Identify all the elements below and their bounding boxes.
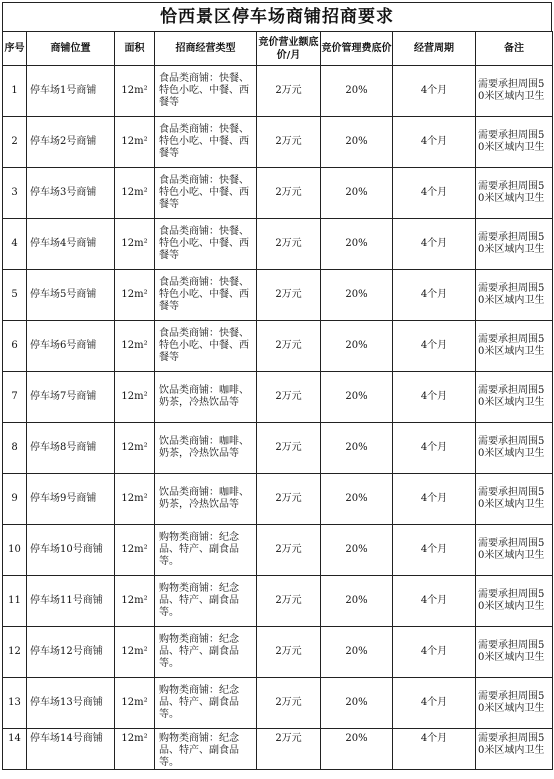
row-note <box>476 576 553 627</box>
row-min-revenue <box>257 729 321 770</box>
row-location-text: 停车场12号商铺 <box>30 646 103 657</box>
table-row <box>3 66 553 117</box>
row-period <box>393 729 476 770</box>
row-min-fee-text: 20% <box>345 136 368 147</box>
row-location-text: 停车场7号商铺 <box>30 391 97 402</box>
table-row <box>3 270 553 321</box>
row-index <box>3 117 27 168</box>
row-period <box>393 321 476 372</box>
row-min-fee-text: 20% <box>345 187 368 198</box>
row-period-text: 4个月 <box>420 442 448 453</box>
row-index <box>3 66 27 117</box>
table-row <box>3 372 553 423</box>
row-index <box>3 576 27 627</box>
row-note <box>476 627 553 678</box>
row-type <box>155 729 257 770</box>
row-note-text: 需要承担周围50米区域内卫生 <box>478 385 545 408</box>
row-min-revenue-text: 2万元 <box>275 544 302 555</box>
row-area <box>115 525 155 576</box>
row-period <box>393 372 476 423</box>
row-min-revenue <box>257 168 321 219</box>
table-row <box>3 576 553 627</box>
row-location <box>27 525 115 576</box>
row-min-revenue <box>257 66 321 117</box>
row-index-text: 11 <box>8 595 21 606</box>
row-location <box>27 627 115 678</box>
row-type-text: 购物类商铺：纪念品、特产、副食品等。 <box>159 583 239 618</box>
row-location-text: 停车场3号商铺 <box>30 187 97 198</box>
row-min-fee-text: 20% <box>345 646 368 657</box>
row-type <box>155 270 257 321</box>
row-area <box>115 117 155 168</box>
row-period-text: 4个月 <box>420 289 448 300</box>
row-period-text: 4个月 <box>420 544 448 555</box>
row-note <box>476 270 553 321</box>
row-min-revenue-text: 2万元 <box>275 493 302 504</box>
row-location <box>27 219 115 270</box>
row-note <box>476 372 553 423</box>
row-min-revenue <box>257 270 321 321</box>
row-type <box>155 372 257 423</box>
row-location-text: 停车场4号商铺 <box>30 238 97 249</box>
row-location <box>27 729 115 770</box>
table-row <box>3 474 553 525</box>
row-index-text: 6 <box>11 340 18 351</box>
row-type <box>155 576 257 627</box>
row-period <box>393 627 476 678</box>
row-min-fee-text: 20% <box>345 544 368 555</box>
row-area-text: 12m² <box>121 289 148 300</box>
row-index-text: 14 <box>8 733 21 744</box>
row-min-fee-text: 20% <box>345 289 368 300</box>
row-type-text: 食品类商铺：快餐、特色小吃、中餐、西餐等 <box>159 328 249 363</box>
row-location <box>27 270 115 321</box>
table-row <box>3 321 553 372</box>
row-index <box>3 321 27 372</box>
header-type: 招商经营类型 <box>155 32 257 66</box>
row-index <box>3 423 27 474</box>
row-period-text: 4个月 <box>420 85 448 96</box>
row-min-revenue <box>257 678 321 729</box>
row-note <box>476 678 553 729</box>
row-min-revenue-text: 2万元 <box>275 595 302 606</box>
row-type <box>155 474 257 525</box>
row-note <box>476 423 553 474</box>
header-area: 面积 <box>115 32 155 66</box>
row-location <box>27 321 115 372</box>
row-period <box>393 219 476 270</box>
header-min-revenue: 竞价营业额底价/月 <box>257 32 321 66</box>
row-location-text: 停车场14号商铺 <box>30 733 103 744</box>
row-index <box>3 678 27 729</box>
row-index <box>3 627 27 678</box>
row-period-text: 4个月 <box>420 733 448 744</box>
row-location-text: 停车场10号商铺 <box>30 544 103 555</box>
row-period-text: 4个月 <box>420 340 448 351</box>
row-index <box>3 525 27 576</box>
row-period-text: 4个月 <box>420 238 448 249</box>
table-row <box>3 423 553 474</box>
row-min-fee-text: 20% <box>345 391 368 402</box>
row-min-fee <box>321 372 393 423</box>
row-location-text: 停车场2号商铺 <box>30 136 97 147</box>
row-note-text: 需要承担周围50米区域内卫生 <box>478 640 545 663</box>
row-min-revenue <box>257 525 321 576</box>
row-min-fee <box>321 423 393 474</box>
row-min-fee <box>321 678 393 729</box>
row-min-fee <box>321 321 393 372</box>
table-row <box>3 678 553 729</box>
row-location <box>27 474 115 525</box>
row-period <box>393 474 476 525</box>
row-min-revenue <box>257 372 321 423</box>
row-period <box>393 117 476 168</box>
row-min-revenue-text: 2万元 <box>275 340 302 351</box>
row-area-text: 12m² <box>121 733 148 744</box>
row-location-text: 停车场9号商铺 <box>30 493 97 504</box>
row-location-text: 停车场1号商铺 <box>30 85 97 96</box>
row-min-revenue <box>257 627 321 678</box>
row-min-revenue-text: 2万元 <box>275 289 302 300</box>
row-type-text: 购物类商铺：纪念品、特产、副食品等。 <box>159 733 239 768</box>
row-note <box>476 525 553 576</box>
row-area <box>115 219 155 270</box>
row-area-text: 12m² <box>121 646 148 657</box>
table-row <box>3 117 553 168</box>
row-period <box>393 678 476 729</box>
row-area-text: 12m² <box>121 85 148 96</box>
row-area-text: 12m² <box>121 595 148 606</box>
row-index-text: 4 <box>11 238 18 249</box>
row-min-revenue <box>257 576 321 627</box>
row-type <box>155 678 257 729</box>
row-area <box>115 321 155 372</box>
row-area-text: 12m² <box>121 697 148 708</box>
row-area-text: 12m² <box>121 391 148 402</box>
table-row <box>3 219 553 270</box>
row-area <box>115 576 155 627</box>
row-min-fee <box>321 270 393 321</box>
row-min-fee <box>321 474 393 525</box>
row-period-text: 4个月 <box>420 493 448 504</box>
row-type <box>155 627 257 678</box>
row-min-fee <box>321 627 393 678</box>
row-min-fee-text: 20% <box>345 85 368 96</box>
row-min-revenue-text: 2万元 <box>275 136 302 147</box>
row-area-text: 12m² <box>121 136 148 147</box>
row-min-revenue <box>257 321 321 372</box>
row-period-text: 4个月 <box>420 595 448 606</box>
row-index-text: 1 <box>11 85 18 96</box>
row-location <box>27 576 115 627</box>
row-note-text: 需要承担周围50米区域内卫生 <box>478 232 545 255</box>
row-note-text: 需要承担周围50米区域内卫生 <box>478 436 545 459</box>
row-note <box>476 168 553 219</box>
row-min-revenue-text: 2万元 <box>275 442 302 453</box>
row-period <box>393 423 476 474</box>
row-area-text: 12m² <box>121 187 148 198</box>
row-type <box>155 525 257 576</box>
table-row <box>3 729 553 770</box>
row-location <box>27 678 115 729</box>
row-min-fee-text: 20% <box>345 595 368 606</box>
row-min-fee <box>321 729 393 770</box>
header-location: 商铺位置 <box>27 32 115 66</box>
header-index: 序号 <box>3 32 27 66</box>
row-period-text: 4个月 <box>420 697 448 708</box>
row-type <box>155 321 257 372</box>
row-index-text: 10 <box>8 544 21 555</box>
row-area <box>115 423 155 474</box>
row-type-text: 购物类商铺：纪念品、特产、副食品等。 <box>159 532 239 567</box>
row-index <box>3 474 27 525</box>
row-min-revenue <box>257 219 321 270</box>
row-min-fee-text: 20% <box>345 697 368 708</box>
row-index <box>3 372 27 423</box>
table-header-row <box>3 32 553 66</box>
row-note <box>476 474 553 525</box>
row-index-text: 7 <box>11 391 18 402</box>
row-type-text: 食品类商铺：快餐、特色小吃、中餐、西餐等 <box>159 73 249 108</box>
row-index <box>3 219 27 270</box>
row-note-text: 需要承担周围50米区域内卫生 <box>478 283 545 306</box>
row-index <box>3 168 27 219</box>
row-min-revenue-text: 2万元 <box>275 697 302 708</box>
row-min-revenue-text: 2万元 <box>275 391 302 402</box>
row-type-text: 饮品类商铺：咖啡、奶茶，冷热饮品等 <box>159 436 249 459</box>
row-area <box>115 372 155 423</box>
row-min-revenue-text: 2万元 <box>275 238 302 249</box>
row-min-revenue-text: 2万元 <box>275 187 302 198</box>
row-min-fee <box>321 576 393 627</box>
row-location <box>27 117 115 168</box>
row-min-fee-text: 20% <box>345 733 368 744</box>
row-min-fee-text: 20% <box>345 442 368 453</box>
row-note <box>476 729 553 770</box>
row-note <box>476 219 553 270</box>
row-area-text: 12m² <box>121 544 148 555</box>
header-note: 备注 <box>476 32 553 66</box>
row-min-fee-text: 20% <box>345 493 368 504</box>
shop-requirements-table <box>2 31 553 770</box>
row-period <box>393 168 476 219</box>
document-title: 恰西景区停车场商铺招商要求 <box>2 2 552 31</box>
row-min-revenue-text: 2万元 <box>275 85 302 96</box>
row-min-fee-text: 20% <box>345 238 368 249</box>
header-period: 经营周期 <box>393 32 476 66</box>
row-note-text: 需要承担周围50米区域内卫生 <box>478 589 545 612</box>
row-area-text: 12m² <box>121 442 148 453</box>
row-area <box>115 678 155 729</box>
row-location <box>27 168 115 219</box>
table-row <box>3 525 553 576</box>
row-area <box>115 66 155 117</box>
row-location-text: 停车场13号商铺 <box>30 697 103 708</box>
row-index-text: 2 <box>11 136 18 147</box>
row-area <box>115 168 155 219</box>
row-note-text: 需要承担周围50米区域内卫生 <box>478 538 545 561</box>
row-location <box>27 423 115 474</box>
row-note-text: 需要承担周围50米区域内卫生 <box>478 733 545 756</box>
row-location <box>27 372 115 423</box>
row-index-text: 3 <box>11 187 18 198</box>
row-type <box>155 219 257 270</box>
row-note-text: 需要承担周围50米区域内卫生 <box>478 691 545 714</box>
row-period-text: 4个月 <box>420 646 448 657</box>
row-type-text: 购物类商铺：纪念品、特产、副食品等。 <box>159 685 239 720</box>
row-type-text: 食品类商铺：快餐、特色小吃、中餐、西餐等 <box>159 226 249 261</box>
row-note <box>476 321 553 372</box>
header-min-fee: 竞价管理费底价 <box>321 32 393 66</box>
row-type <box>155 168 257 219</box>
row-index <box>3 729 27 770</box>
document-page <box>2 2 552 770</box>
row-location <box>27 66 115 117</box>
row-type-text: 食品类商铺：快餐、特色小吃、中餐、西餐等 <box>159 175 249 210</box>
row-min-fee <box>321 168 393 219</box>
row-index-text: 12 <box>8 646 21 657</box>
row-min-revenue <box>257 117 321 168</box>
row-type-text: 饮品类商铺：咖啡、奶茶，冷热饮品等 <box>159 487 249 510</box>
row-index-text: 9 <box>11 493 18 504</box>
row-note <box>476 117 553 168</box>
row-type <box>155 66 257 117</box>
row-min-revenue-text: 2万元 <box>275 646 302 657</box>
row-period <box>393 66 476 117</box>
row-area <box>115 729 155 770</box>
row-note-text: 需要承担周围50米区域内卫生 <box>478 487 545 510</box>
row-type-text: 饮品类商铺：咖啡、奶茶，冷热饮品等 <box>159 385 249 408</box>
row-type <box>155 117 257 168</box>
row-location-text: 停车场11号商铺 <box>30 595 103 606</box>
row-period <box>393 576 476 627</box>
table-row <box>3 168 553 219</box>
row-period-text: 4个月 <box>420 391 448 402</box>
row-min-fee <box>321 525 393 576</box>
table-row <box>3 627 553 678</box>
row-min-fee-text: 20% <box>345 340 368 351</box>
row-location-text: 停车场5号商铺 <box>30 289 97 300</box>
row-index <box>3 270 27 321</box>
row-type-text: 食品类商铺：快餐、特色小吃、中餐、西餐等 <box>159 124 249 159</box>
row-area-text: 12m² <box>121 493 148 504</box>
row-location-text: 停车场8号商铺 <box>30 442 97 453</box>
row-note <box>476 66 553 117</box>
row-index-text: 13 <box>8 697 21 708</box>
row-min-fee <box>321 117 393 168</box>
row-index-text: 5 <box>11 289 18 300</box>
row-period <box>393 270 476 321</box>
row-period <box>393 525 476 576</box>
row-min-fee <box>321 219 393 270</box>
row-area <box>115 474 155 525</box>
row-period-text: 4个月 <box>420 136 448 147</box>
row-location-text: 停车场6号商铺 <box>30 340 97 351</box>
row-type-text: 购物类商铺：纪念品、特产、副食品等。 <box>159 634 239 669</box>
row-type-text: 食品类商铺：快餐、特色小吃、中餐、西餐等 <box>159 277 249 312</box>
row-min-revenue-text: 2万元 <box>275 733 302 744</box>
row-area-text: 12m² <box>121 340 148 351</box>
row-note-text: 需要承担周围50米区域内卫生 <box>478 334 545 357</box>
row-period-text: 4个月 <box>420 187 448 198</box>
row-note-text: 需要承担周围50米区域内卫生 <box>478 130 545 153</box>
row-min-revenue <box>257 474 321 525</box>
row-min-revenue <box>257 423 321 474</box>
row-index-text: 8 <box>11 442 18 453</box>
row-min-fee <box>321 66 393 117</box>
row-area <box>115 270 155 321</box>
row-area-text: 12m² <box>121 238 148 249</box>
row-note-text: 需要承担周围50米区域内卫生 <box>478 181 545 204</box>
row-area <box>115 627 155 678</box>
row-type <box>155 423 257 474</box>
row-note-text: 需要承担周围50米区域内卫生 <box>478 79 545 102</box>
